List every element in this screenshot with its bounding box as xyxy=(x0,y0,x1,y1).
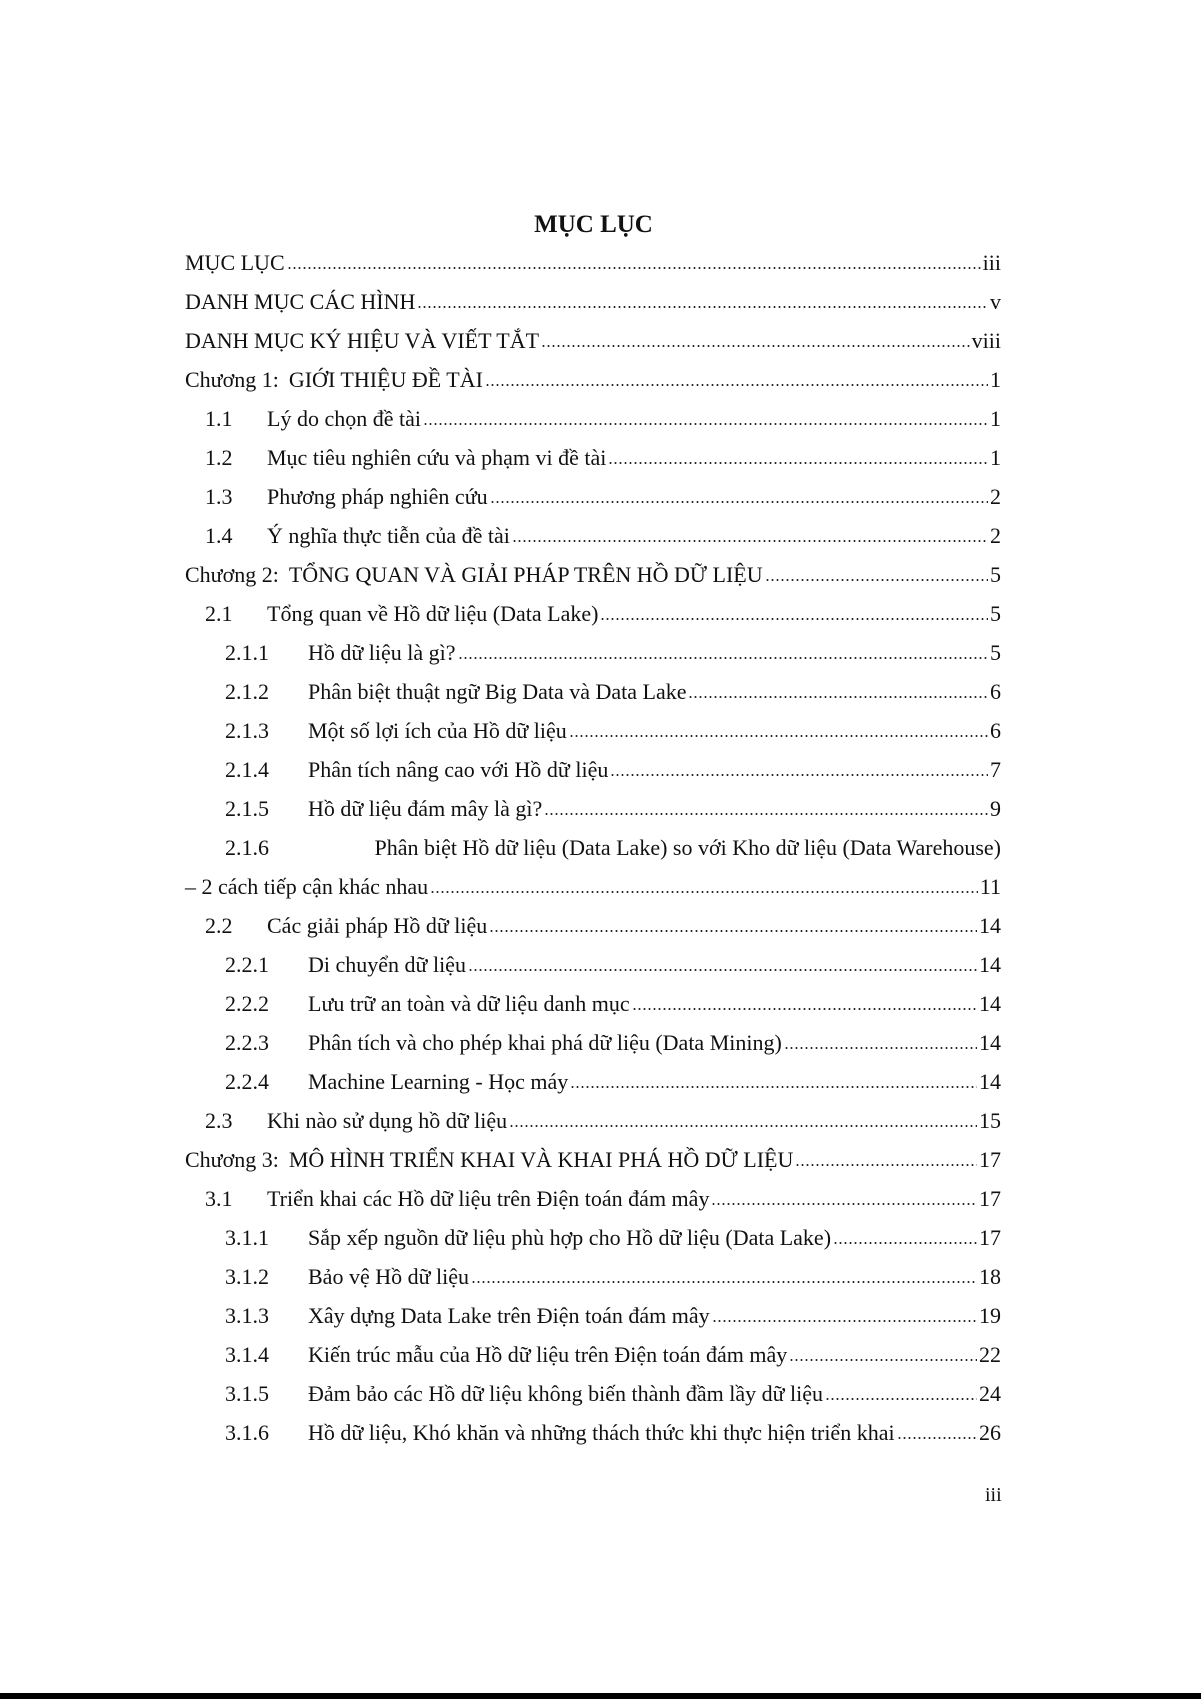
entry-number: Chương 2: xyxy=(185,562,279,587)
entry-number: 2.1.6 xyxy=(225,835,269,860)
entry-page: 1 xyxy=(990,406,1001,431)
dot-leader xyxy=(897,1436,977,1440)
toc-entry[interactable] xyxy=(185,243,1001,282)
entry-title: Lưu trữ an toàn và dữ liệu danh mục xyxy=(308,991,630,1016)
toc-entry[interactable] xyxy=(185,828,1001,867)
entry-title: Di chuyển dữ liệu xyxy=(308,952,466,977)
entry-title: TỔNG QUAN VÀ GIẢI PHÁP TRÊN HỒ DỮ LIỆU xyxy=(288,562,763,587)
entry-number: 1.1 xyxy=(205,406,233,431)
toc-entry[interactable] xyxy=(185,594,1001,633)
dot-leader xyxy=(541,344,970,348)
dot-leader xyxy=(610,773,988,777)
dot-leader xyxy=(423,422,988,426)
dot-leader xyxy=(490,500,988,504)
entry-page: 14 xyxy=(979,913,1001,938)
dot-leader xyxy=(417,305,988,309)
entry-title: DANH MỤC CÁC HÌNH xyxy=(185,289,416,314)
entry-title: Hồ dữ liệu là gì? xyxy=(308,640,456,665)
entry-number: Chương 3: xyxy=(185,1147,279,1172)
dot-leader xyxy=(485,383,988,387)
entry-page: 5 xyxy=(990,601,1001,626)
entry-page: 2 xyxy=(990,484,1001,509)
dot-leader xyxy=(569,734,988,738)
dot-leader xyxy=(287,266,981,270)
entry-number: 2.2.2 xyxy=(225,991,269,1016)
dot-leader xyxy=(570,1085,977,1089)
entry-page: 6 xyxy=(990,679,1001,704)
entry-title: MỤC LỤC xyxy=(185,250,285,275)
toc-entry[interactable] xyxy=(185,945,1001,984)
toc-entry[interactable] xyxy=(185,516,1001,555)
entry-number: 1.2 xyxy=(205,445,233,470)
dot-leader xyxy=(688,695,988,699)
entry-title: Triển khai các Hồ dữ liệu trên Điện toán đám mây xyxy=(267,1186,710,1211)
entry-title: Phân tích nâng cao với Hồ dữ liệu xyxy=(308,757,609,782)
entry-number: 2.2 xyxy=(205,913,233,938)
toc-entry[interactable] xyxy=(185,1218,1001,1257)
dot-leader xyxy=(711,1202,977,1206)
entry-page: v xyxy=(990,289,1001,314)
entry-number: 2.1.5 xyxy=(225,796,269,821)
entry-page: 1 xyxy=(990,367,1001,392)
toc-entry[interactable] xyxy=(185,711,1001,750)
dot-leader xyxy=(489,929,977,933)
page-bottom-border xyxy=(0,1693,1201,1699)
entry-page: 24 xyxy=(979,1381,1001,1406)
toc-entry[interactable] xyxy=(185,399,1001,438)
entry-number: 2.1.1 xyxy=(225,640,269,665)
entry-number: 2.1.2 xyxy=(225,679,269,704)
toc-entry[interactable] xyxy=(185,477,1001,516)
entry-page: 17 xyxy=(979,1147,1001,1172)
toc-entry[interactable] xyxy=(185,1296,1001,1335)
entry-title: Xây dựng Data Lake trên Điện toán đám mây xyxy=(308,1303,710,1328)
toc-entry[interactable] xyxy=(185,1335,1001,1374)
toc-entry[interactable] xyxy=(185,321,1001,360)
dot-leader xyxy=(833,1241,977,1245)
entry-number: Chương 1: xyxy=(185,367,279,392)
entry-page: 26 xyxy=(979,1420,1001,1445)
entry-title: Hồ dữ liệu, Khó khăn và những thách thức khi thực hiện triển khai xyxy=(308,1420,895,1445)
toc-entry[interactable] xyxy=(185,438,1001,477)
toc-entry-continuation[interactable] xyxy=(185,867,1001,906)
dot-leader xyxy=(509,1124,977,1128)
dot-leader xyxy=(458,656,988,660)
toc-entry[interactable] xyxy=(185,282,1001,321)
entry-page: 9 xyxy=(990,796,1001,821)
entry-number: 3.1 xyxy=(205,1186,233,1211)
dot-leader xyxy=(471,1280,977,1284)
entry-number: 3.1.3 xyxy=(225,1303,269,1328)
entry-number: 3.1.6 xyxy=(225,1420,269,1445)
entry-page: 14 xyxy=(979,952,1001,977)
entry-number: 3.1.5 xyxy=(225,1381,269,1406)
dot-leader xyxy=(512,539,988,543)
dot-leader xyxy=(789,1358,977,1362)
entry-page: viii xyxy=(971,328,1001,353)
entry-page: 6 xyxy=(990,718,1001,743)
toc-entry[interactable] xyxy=(185,1257,1001,1296)
entry-page: 14 xyxy=(979,991,1001,1016)
entry-page: 1 xyxy=(990,445,1001,470)
toc-entry[interactable] xyxy=(185,1101,1001,1140)
entry-title: Tổng quan về Hồ dữ liệu (Data Lake) xyxy=(267,601,599,626)
toc-entry[interactable] xyxy=(185,750,1001,789)
entry-number: 2.2.1 xyxy=(225,952,269,977)
dot-leader xyxy=(784,1046,977,1050)
entry-title: Machine Learning - Học máy xyxy=(308,1069,569,1094)
dot-leader xyxy=(468,968,977,972)
entry-page: 22 xyxy=(979,1342,1001,1367)
entry-title: Phân tích và cho phép khai phá dữ liệu (Data Mining) xyxy=(308,1030,782,1055)
dot-leader xyxy=(632,1007,977,1011)
entry-title: DANH MỤC KÝ HIỆU VÀ VIẾT TẮT xyxy=(185,328,540,353)
toc-entry[interactable] xyxy=(185,1413,1001,1452)
page-number: iii xyxy=(985,1484,1002,1506)
entry-number: 2.1.4 xyxy=(225,757,269,782)
toc-entry[interactable] xyxy=(185,555,1001,594)
entry-page: 14 xyxy=(979,1069,1001,1094)
entry-title: GIỚI THIỆU ĐỀ TÀI xyxy=(288,367,483,392)
dot-leader xyxy=(825,1397,977,1401)
entry-title-continuation: – 2 cách tiếp cận khác nhau xyxy=(185,874,429,899)
toc-entry[interactable] xyxy=(185,1374,1001,1413)
dot-leader xyxy=(795,1163,977,1167)
toc-entry[interactable] xyxy=(185,360,1001,399)
entry-title: Các giải pháp Hồ dữ liệu xyxy=(267,913,488,938)
entry-title: Mục tiêu nghiên cứu và phạm vi đề tài xyxy=(267,445,607,470)
entry-title: Đảm bảo các Hồ dữ liệu không biến thành đầm lầy dữ liệu xyxy=(308,1381,824,1406)
entry-page: 7 xyxy=(990,757,1001,782)
toc-entry[interactable] xyxy=(185,633,1001,672)
dot-leader xyxy=(430,890,978,894)
entry-page: 17 xyxy=(979,1186,1001,1211)
entry-page: 5 xyxy=(990,640,1001,665)
dot-leader xyxy=(544,812,988,816)
entry-page: 15 xyxy=(979,1108,1001,1133)
entry-title: Sắp xếp nguồn dữ liệu phù hợp cho Hồ dữ liệu (Data Lake) xyxy=(308,1225,832,1250)
toc-entry[interactable] xyxy=(185,1179,1001,1218)
entry-number: 3.1.1 xyxy=(225,1225,269,1250)
entry-title: Phương pháp nghiên cứu xyxy=(267,484,488,509)
entry-page: 19 xyxy=(979,1303,1001,1328)
entry-title: Phân biệt Hồ dữ liệu (Data Lake) so với Kho dữ liệu (Data Warehouse) xyxy=(374,835,1001,860)
entry-page: 18 xyxy=(979,1264,1001,1289)
entry-number: 1.4 xyxy=(205,523,233,548)
toc-entry[interactable] xyxy=(185,1140,1001,1179)
entry-page: iii xyxy=(982,250,1001,275)
entry-title: MÔ HÌNH TRIỂN KHAI VÀ KHAI PHÁ HỒ DỮ LIỆU xyxy=(288,1147,794,1172)
entry-number: 2.1.3 xyxy=(225,718,269,743)
entry-page: 5 xyxy=(990,562,1001,587)
entry-title: Kiến trúc mẫu của Hồ dữ liệu trên Điện toán đám mây xyxy=(308,1342,788,1367)
entry-page: 2 xyxy=(990,523,1001,548)
toc-entry[interactable] xyxy=(185,1062,1001,1101)
entry-number: 2.2.3 xyxy=(225,1030,269,1055)
entry-page: 17 xyxy=(979,1225,1001,1250)
entry-page: 11 xyxy=(979,874,1001,899)
entry-number: 1.3 xyxy=(205,484,233,509)
entry-title: Phân biệt thuật ngữ Big Data và Data Lake xyxy=(308,679,687,704)
toc-title: MỤC LỤC xyxy=(534,211,653,238)
toc-entry[interactable] xyxy=(185,672,1001,711)
dot-leader xyxy=(600,617,988,621)
entry-title: Bảo vệ Hồ dữ liệu xyxy=(308,1264,470,1289)
entry-title: Lý do chọn đề tài xyxy=(267,406,421,431)
dot-leader xyxy=(712,1319,977,1323)
toc-entry[interactable] xyxy=(185,1023,1001,1062)
entry-title: Hồ dữ liệu đám mây là gì? xyxy=(308,796,543,821)
dot-leader xyxy=(765,578,988,582)
entry-number: 3.1.4 xyxy=(225,1342,269,1367)
entry-title: Ý nghĩa thực tiễn của đề tài xyxy=(267,523,510,548)
dot-leader xyxy=(608,461,988,465)
entry-number: 2.3 xyxy=(205,1108,233,1133)
entry-title: Khi nào sử dụng hồ dữ liệu xyxy=(267,1108,508,1133)
entry-number: 3.1.2 xyxy=(225,1264,269,1289)
table-of-contents xyxy=(185,243,1001,1452)
toc-entry[interactable] xyxy=(185,984,1001,1023)
toc-entry[interactable] xyxy=(185,906,1001,945)
toc-entry[interactable] xyxy=(185,789,1001,828)
entry-page: 14 xyxy=(979,1030,1001,1055)
entry-title: Một số lợi ích của Hồ dữ liệu xyxy=(308,718,567,743)
entry-number: 2.1 xyxy=(205,601,233,626)
entry-number: 2.2.4 xyxy=(225,1069,269,1094)
